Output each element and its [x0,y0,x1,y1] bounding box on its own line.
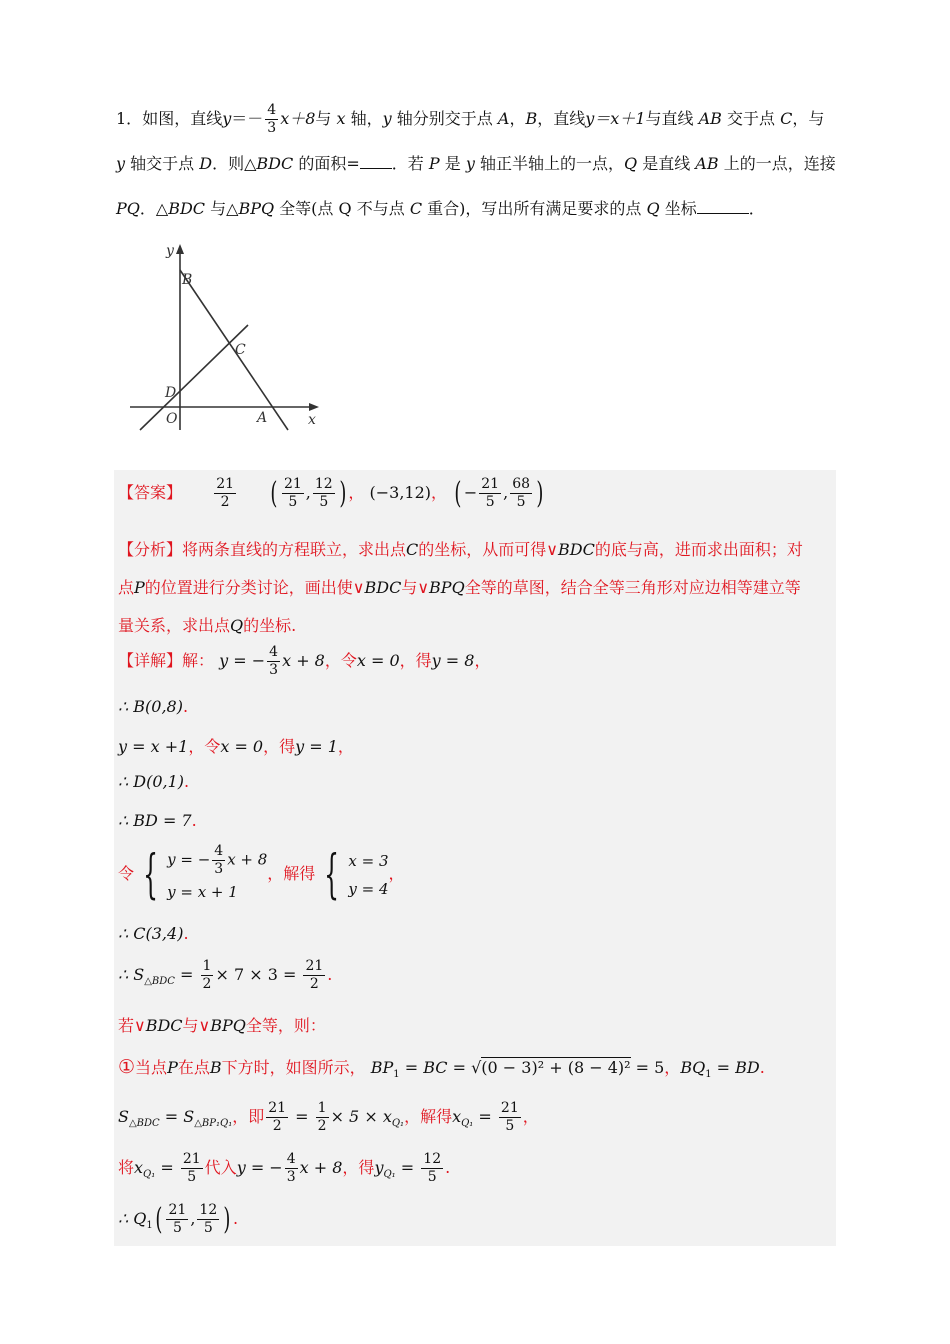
text: 的坐标. [243,616,297,635]
detail-case-1-substitute: 将$x_{Q_1}$ = $\frac{21}{5}$ 代入y = − $\frac{4}{3}$ x + 8，得$y_{Q_1}$ = $\frac{12}{5}$ . [118,1151,451,1185]
math: BP [370,1058,394,1077]
text: . [184,772,190,791]
question-line-2 [116,141,836,186]
math: C [409,199,423,218]
math: P [167,1058,178,1077]
system-equations [167,843,267,906]
math: = [155,1158,179,1177]
math: A [497,109,510,128]
text: ， [348,483,365,502]
text: 全等(点 Q 不与点 [279,199,405,218]
math: P [428,154,440,173]
numerator: 1 [202,958,212,974]
text: 代入 [204,1158,237,1177]
text: ，得 [342,1158,375,1177]
question-number: 1． [116,109,143,128]
denominator: 2 [272,1118,282,1134]
math: x [336,109,346,128]
text: 轴， [350,109,383,128]
subscript: 1 [146,1220,153,1232]
subscript: 1 [393,1069,400,1081]
detail-line-4 [118,772,189,791]
text: 若∨ [118,1016,146,1035]
math: ∴ C(3,4) [118,924,184,943]
text: 与△ [210,199,239,218]
math: y [382,109,392,128]
math: = BD [711,1058,760,1077]
math: y [465,154,475,173]
text: ， [337,737,354,756]
math: y = 4 [348,879,389,898]
detail-case-1 [118,1055,765,1080]
math: Q₁ [391,1118,405,1130]
math: BDC [364,578,402,597]
text: ，令 [324,651,357,670]
answer-tag: 【答案】 [118,483,183,502]
math: Q₁ [383,1169,396,1181]
fraction [201,958,214,993]
math: B [209,1058,222,1077]
text: 全等，则： [245,1016,326,1035]
text: . [191,811,197,830]
sqrt-content: (0 − 3)² + (8 − 4)² [481,1058,631,1077]
detail-line-7 [118,924,189,943]
math: BDC [256,154,294,173]
math: BDC [168,199,206,218]
denominator: 5 [516,494,526,510]
fraction [181,1151,203,1186]
detail-case-1-area: $S_{\triangle BDC} = S_{\triangle BP_1Q_1}$，即 $\frac{21}{2}$ = $\frac{1}{2}$ × $5 \times x_{Q_1}$，解得$x_{Q_1}$ = $\frac{21}{5}$ ， [118,1100,539,1134]
numerator: 12 [199,1202,218,1218]
denominator: 2 [202,976,212,992]
question-text [116,96,836,231]
text: ， [431,483,448,502]
denominator: 5 [203,1220,213,1236]
fraction [303,958,325,993]
analysis-line-1 [118,531,803,569]
math: x [452,1107,462,1126]
paren: ( [270,475,278,511]
denominator: 5 [187,1169,197,1185]
line-AB [180,270,288,430]
math: y [116,154,126,173]
text: 解： [182,651,215,670]
sqrt: √(0 − 3)² + (8 − 4)² [471,1058,631,1077]
text: . [445,1158,451,1177]
fraction [499,1100,521,1135]
numerator: 1 [317,1100,327,1116]
fraction [267,644,280,679]
fraction [479,476,501,511]
paren: ( [155,1201,163,1237]
detail-line-8 [118,958,332,993]
math: y = − [167,850,211,869]
math: BDC [558,540,595,559]
question-line-1 [116,96,836,141]
label-x: x [308,412,316,428]
text: ，解得 [404,1107,453,1126]
text: ， [388,864,405,883]
detail-line-9 [118,1013,326,1036]
label-y: y [166,243,174,259]
math: = BC = [399,1058,472,1077]
fraction [316,1100,329,1135]
label-B: B [182,272,193,288]
math: AB [695,154,719,173]
math: Q₁ [461,1118,474,1130]
text: 与∨ [401,578,430,597]
analysis-line-2 [118,569,801,607]
text: 点 [118,578,135,597]
math: S [118,1107,129,1126]
x-axis-arrow [309,403,319,411]
text: 的位置进行分类讨论，画出使∨ [144,578,365,597]
text: 当点 [135,1058,168,1077]
fraction [282,476,304,511]
numerator: 21 [168,1202,187,1218]
text: . [327,965,333,984]
text: ．则△ [212,154,257,173]
text: 在点 [177,1058,210,1077]
numerator: 68 [512,476,531,492]
text: 交于点 [727,109,776,128]
text: 的坐标，从而可得∨ [418,540,558,559]
text: 令 [118,864,135,883]
paren: ) [536,475,544,511]
math: BDC [145,1016,183,1035]
math: BPQ [238,199,275,218]
math: = 5 [630,1058,665,1077]
math: ∴ B(0,8) [118,697,183,716]
math: = [174,965,199,984]
math: x [134,1158,144,1177]
numerator: 21 [216,476,235,492]
analysis-line-3 [118,607,296,645]
math: − [463,483,478,502]
detail-line-5 [118,811,197,830]
text: . [232,1209,239,1228]
math: × 5 × x [330,1107,392,1126]
math: x = 0 [356,651,400,670]
denominator: 5 [172,1220,182,1236]
numerator: 12 [314,476,333,492]
text: ， [474,651,491,670]
numerator: 21 [305,958,324,974]
numerator: 21 [268,1100,287,1116]
fraction [266,1100,288,1135]
denominator: 3 [267,120,277,136]
text: . [183,924,189,943]
math: △BDC [128,1118,160,1130]
case-number: ① [118,1056,136,1078]
text: ， [522,1107,539,1126]
paren: ) [223,1201,231,1237]
denominator: 3 [286,1169,296,1185]
paren: ) [339,475,347,511]
denominator: 3 [214,861,224,877]
math: x + 8 [299,1158,343,1177]
math: ＝－ [231,109,264,128]
detail-line-3 [118,734,354,757]
detail-system [118,843,405,906]
math: x = 3 [348,851,389,870]
text: 的底与高，进而求出面积；对 [594,540,803,559]
text: ， [509,109,526,128]
text: ．△ [139,199,169,218]
label-A: A [257,410,268,426]
text: 全等的草图，结合全等三角形对应边相等建立等 [464,578,801,597]
fraction [214,476,236,511]
fraction [197,1202,219,1237]
brace: { [143,844,159,905]
math: y = x +1 [118,737,189,756]
math: y = 8 [431,651,475,670]
math: y = − [219,651,266,670]
text: 与∨ [182,1016,211,1035]
math: x + 8 [227,850,268,869]
math: BPQ [210,1016,246,1035]
math: y＝x＋1 [585,109,646,128]
numerator: 4 [214,843,224,859]
text: ． [748,199,765,218]
denominator: 2 [317,1118,327,1134]
detail-line-1 [118,644,490,679]
numerator: 21 [500,1100,519,1116]
system-solution [348,847,388,903]
math: B [525,109,538,128]
numerator: 21 [481,476,500,492]
text: ．若 [391,154,424,173]
denominator: 5 [427,1169,437,1185]
detail-tag: 【详解】 [118,651,183,670]
math: x = 0 [220,737,264,756]
answer-blank [697,213,749,214]
math: △BDC [144,976,175,988]
text: 是 [444,154,461,173]
numerator: 4 [267,102,277,118]
fraction [285,1151,298,1186]
fraction [166,1202,188,1237]
math: ∴ BD = 7 [118,811,192,830]
math: y [374,1158,384,1177]
math: D [199,154,213,173]
answer-blank [360,168,392,169]
math: BQ [680,1058,706,1077]
math: ∴ D(0,1) [118,772,185,791]
denominator: 2 [220,494,230,510]
paren: ( [454,475,462,511]
math: ∴ S [118,965,145,984]
text: 与直线 [645,109,694,128]
numerator: 12 [423,1151,442,1167]
math: x + 8 [282,651,325,670]
math: Q [230,616,244,635]
label-C: C [235,342,246,358]
math: Q₁ [143,1169,156,1181]
text: ，与 [792,109,825,128]
fraction [510,476,532,511]
text: 轴分别交于点 [396,109,493,128]
answer-point: (−3,12) [369,483,432,502]
text: 的面积= [298,154,360,173]
denominator: 5 [505,1118,515,1134]
text: 将两条直线的方程联立，求出点 [182,540,407,559]
text: . [182,697,189,716]
math: y [222,109,232,128]
line-DC [140,325,248,430]
question-line-3 [116,186,836,231]
text: 将 [118,1158,135,1177]
denominator: 5 [485,494,495,510]
text: 下方时，如图所示， [221,1058,366,1077]
math: PQ [116,199,140,218]
text: ， [664,1058,681,1077]
text: 轴交于点 [130,154,195,173]
text: 量关系，求出点 [118,616,231,635]
math: = [290,1107,314,1126]
math: ∴ Q [118,1209,147,1228]
math: y = 1 [295,737,338,756]
text: 是直线 [642,154,691,173]
text: ，即 [232,1107,265,1126]
denominator: 5 [288,494,298,510]
math: Q [646,199,660,218]
text: ，得 [399,651,432,670]
fraction [421,1151,443,1186]
coordinate-figure [120,240,330,455]
text: . [759,1058,765,1077]
text: ，得 [263,737,296,756]
label-D: D [165,385,177,401]
math: △BP₁Q₁ [194,1118,233,1130]
label-O: O [166,411,178,427]
text: 坐标 [664,199,697,218]
math: C [406,540,419,559]
math: = S [159,1107,195,1126]
fraction [212,843,225,878]
detail-case-1-result: ∴ $Q_1$( $\frac{21}{5}$ , $\frac{12}{5}$ ) . [118,1201,239,1237]
numerator: 21 [182,1151,201,1167]
math: AB [698,109,722,128]
analysis-tag: 【分析】 [118,540,183,559]
math: x＋8 [280,109,316,128]
text: ，直线 [537,109,586,128]
text: 与 [315,109,332,128]
y-axis-arrow [176,244,184,254]
answer-row: 【答案】 $\frac{21}{2}$ ( $\frac{21}{5}$ , $\frac{12}{5}$ ) ， (−3,12)， ( − $\frac{21}{5}$ , $\frac{68}{5}$ ) [118,475,544,511]
text: 重合)，写出所有满足要求的点 [427,199,642,218]
denominator: 2 [309,976,319,992]
math: y = − [236,1158,283,1177]
subscript: 1 [705,1069,712,1081]
fraction [265,102,278,137]
math: P [134,578,145,597]
math: BPQ [429,578,465,597]
text: ，解得 [267,864,316,883]
numerator: 21 [283,476,302,492]
denominator: 3 [269,662,279,678]
math: Q [623,154,638,173]
math: C [780,109,793,128]
math: × 7 × 3 = [215,965,302,984]
equation [167,843,267,878]
text: ，令 [188,737,221,756]
math: y = x + 1 [167,883,238,901]
brace: { [324,844,340,905]
detail-line-2 [118,697,188,716]
fraction [313,476,335,511]
numerator: 4 [286,1151,296,1167]
numerator: 4 [269,644,279,660]
text: 轴正半轴上的一点， [479,154,624,173]
text: 上的一点，连接 [723,154,836,173]
text: 如图，直线 [142,109,223,128]
denominator: 5 [319,494,329,510]
